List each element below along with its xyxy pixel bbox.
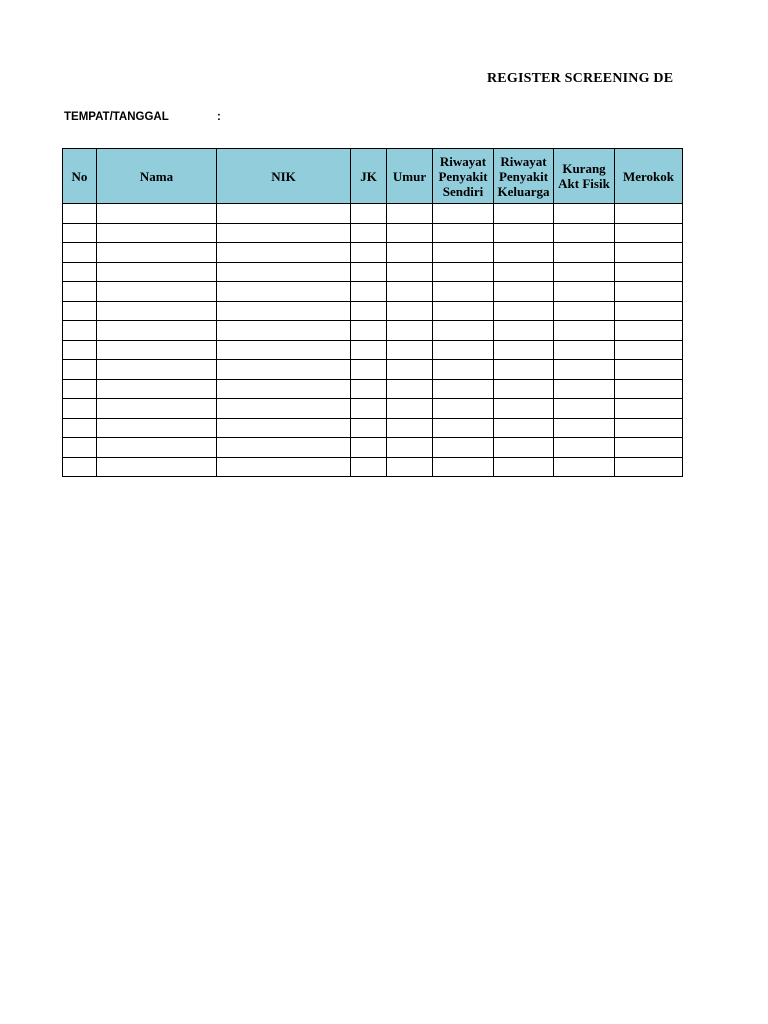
cell-riwayat-sendiri [433, 262, 494, 282]
cell-no [63, 457, 97, 477]
col-header-merokok: Merokok [615, 149, 683, 204]
cell-umur [387, 301, 433, 321]
cell-nik [217, 438, 351, 458]
cell-jk [351, 340, 387, 360]
col-header-riwayat-sendiri: Riwayat Penyakit Sendiri [433, 149, 494, 204]
cell-jk [351, 438, 387, 458]
cell-nik [217, 457, 351, 477]
cell-riwayat-sendiri [433, 438, 494, 458]
cell-kurang-akt-fisik [554, 438, 615, 458]
cell-merokok [615, 438, 683, 458]
cell-riwayat-keluarga [494, 340, 554, 360]
cell-jk [351, 243, 387, 263]
cell-merokok [615, 262, 683, 282]
col-header-jk: JK [351, 149, 387, 204]
col-header-kurang-akt-fisik: Kurang Akt Fisik [554, 149, 615, 204]
cell-merokok [615, 204, 683, 224]
col-header-nik: NIK [217, 149, 351, 204]
cell-kurang-akt-fisik [554, 457, 615, 477]
cell-umur [387, 321, 433, 341]
cell-nama [97, 457, 217, 477]
cell-no [63, 379, 97, 399]
cell-nik [217, 301, 351, 321]
cell-nama [97, 301, 217, 321]
cell-umur [387, 379, 433, 399]
col-header-umur: Umur [387, 149, 433, 204]
cell-nik [217, 418, 351, 438]
cell-merokok [615, 379, 683, 399]
cell-nama [97, 399, 217, 419]
table-row [63, 301, 683, 321]
cell-riwayat-keluarga [494, 438, 554, 458]
cell-merokok [615, 399, 683, 419]
cell-nik [217, 321, 351, 341]
cell-kurang-akt-fisik [554, 204, 615, 224]
cell-nik [217, 223, 351, 243]
cell-no [63, 438, 97, 458]
cell-jk [351, 379, 387, 399]
cell-jk [351, 321, 387, 341]
cell-umur [387, 223, 433, 243]
table-row [63, 379, 683, 399]
cell-kurang-akt-fisik [554, 282, 615, 302]
cell-umur [387, 360, 433, 380]
cell-nama [97, 262, 217, 282]
cell-no [63, 399, 97, 419]
table-row [63, 438, 683, 458]
cell-nik [217, 282, 351, 302]
cell-riwayat-sendiri [433, 360, 494, 380]
cell-umur [387, 282, 433, 302]
cell-umur [387, 418, 433, 438]
cell-nama [97, 282, 217, 302]
cell-no [63, 282, 97, 302]
table-row [63, 340, 683, 360]
cell-merokok [615, 340, 683, 360]
cell-no [63, 360, 97, 380]
cell-umur [387, 399, 433, 419]
cell-nik [217, 379, 351, 399]
col-header-nama: Nama [97, 149, 217, 204]
cell-merokok [615, 457, 683, 477]
table-row [63, 418, 683, 438]
cell-merokok [615, 301, 683, 321]
cell-jk [351, 262, 387, 282]
table-row [63, 262, 683, 282]
cell-jk [351, 457, 387, 477]
cell-kurang-akt-fisik [554, 243, 615, 263]
cell-kurang-akt-fisik [554, 301, 615, 321]
cell-nik [217, 262, 351, 282]
table-row [63, 321, 683, 341]
cell-merokok [615, 418, 683, 438]
table-row [63, 282, 683, 302]
cell-merokok [615, 243, 683, 263]
cell-riwayat-sendiri [433, 204, 494, 224]
cell-umur [387, 243, 433, 263]
cell-riwayat-sendiri [433, 457, 494, 477]
table-row [63, 360, 683, 380]
cell-riwayat-keluarga [494, 379, 554, 399]
cell-riwayat-sendiri [433, 340, 494, 360]
cell-nama [97, 321, 217, 341]
cell-jk [351, 399, 387, 419]
cell-riwayat-keluarga [494, 282, 554, 302]
cell-kurang-akt-fisik [554, 360, 615, 380]
cell-jk [351, 360, 387, 380]
cell-jk [351, 418, 387, 438]
cell-kurang-akt-fisik [554, 399, 615, 419]
col-header-riwayat-keluarga: Riwayat Penyakit Keluarga [494, 149, 554, 204]
cell-kurang-akt-fisik [554, 321, 615, 341]
cell-nama [97, 438, 217, 458]
table-header [63, 149, 683, 204]
cell-riwayat-keluarga [494, 262, 554, 282]
cell-nik [217, 340, 351, 360]
cell-nama [97, 418, 217, 438]
table-body [63, 204, 683, 477]
cell-kurang-akt-fisik [554, 262, 615, 282]
cell-no [63, 301, 97, 321]
cell-merokok [615, 321, 683, 341]
cell-umur [387, 340, 433, 360]
cell-merokok [615, 282, 683, 302]
cell-jk [351, 223, 387, 243]
cell-jk [351, 301, 387, 321]
cell-riwayat-keluarga [494, 204, 554, 224]
cell-riwayat-keluarga [494, 399, 554, 419]
cell-riwayat-keluarga [494, 321, 554, 341]
document-title: REGISTER SCREENING DE [487, 71, 674, 86]
cell-nama [97, 204, 217, 224]
cell-riwayat-keluarga [494, 418, 554, 438]
cell-riwayat-keluarga [494, 301, 554, 321]
header-row [63, 149, 683, 204]
table-row [63, 457, 683, 477]
cell-no [63, 321, 97, 341]
cell-riwayat-keluarga [494, 243, 554, 263]
cell-nik [217, 243, 351, 263]
cell-riwayat-sendiri [433, 418, 494, 438]
cell-no [63, 340, 97, 360]
cell-riwayat-keluarga [494, 457, 554, 477]
table-row [63, 243, 683, 263]
col-header-no: No [63, 149, 97, 204]
cell-nik [217, 399, 351, 419]
cell-riwayat-keluarga [494, 360, 554, 380]
cell-kurang-akt-fisik [554, 223, 615, 243]
cell-nama [97, 223, 217, 243]
cell-kurang-akt-fisik [554, 379, 615, 399]
cell-no [63, 243, 97, 263]
cell-riwayat-sendiri [433, 301, 494, 321]
table-row [63, 204, 683, 224]
cell-jk [351, 204, 387, 224]
table-row [63, 399, 683, 419]
cell-nik [217, 204, 351, 224]
cell-riwayat-sendiri [433, 282, 494, 302]
cell-no [63, 223, 97, 243]
cell-umur [387, 204, 433, 224]
cell-nama [97, 360, 217, 380]
screening-register-table [62, 148, 683, 477]
place-date-label: TEMPAT/TANGGAL [64, 111, 169, 123]
cell-merokok [615, 223, 683, 243]
cell-riwayat-sendiri [433, 321, 494, 341]
cell-no [63, 204, 97, 224]
cell-umur [387, 262, 433, 282]
cell-merokok [615, 360, 683, 380]
cell-no [63, 262, 97, 282]
cell-riwayat-sendiri [433, 399, 494, 419]
cell-umur [387, 438, 433, 458]
cell-kurang-akt-fisik [554, 418, 615, 438]
cell-riwayat-sendiri [433, 243, 494, 263]
cell-nama [97, 243, 217, 263]
table-row [63, 223, 683, 243]
cell-kurang-akt-fisik [554, 340, 615, 360]
cell-jk [351, 282, 387, 302]
cell-riwayat-sendiri [433, 379, 494, 399]
cell-nama [97, 340, 217, 360]
cell-riwayat-sendiri [433, 223, 494, 243]
cell-nama [97, 379, 217, 399]
cell-riwayat-keluarga [494, 223, 554, 243]
cell-nik [217, 360, 351, 380]
cell-umur [387, 457, 433, 477]
place-date-separator: : [217, 111, 221, 123]
cell-no [63, 418, 97, 438]
